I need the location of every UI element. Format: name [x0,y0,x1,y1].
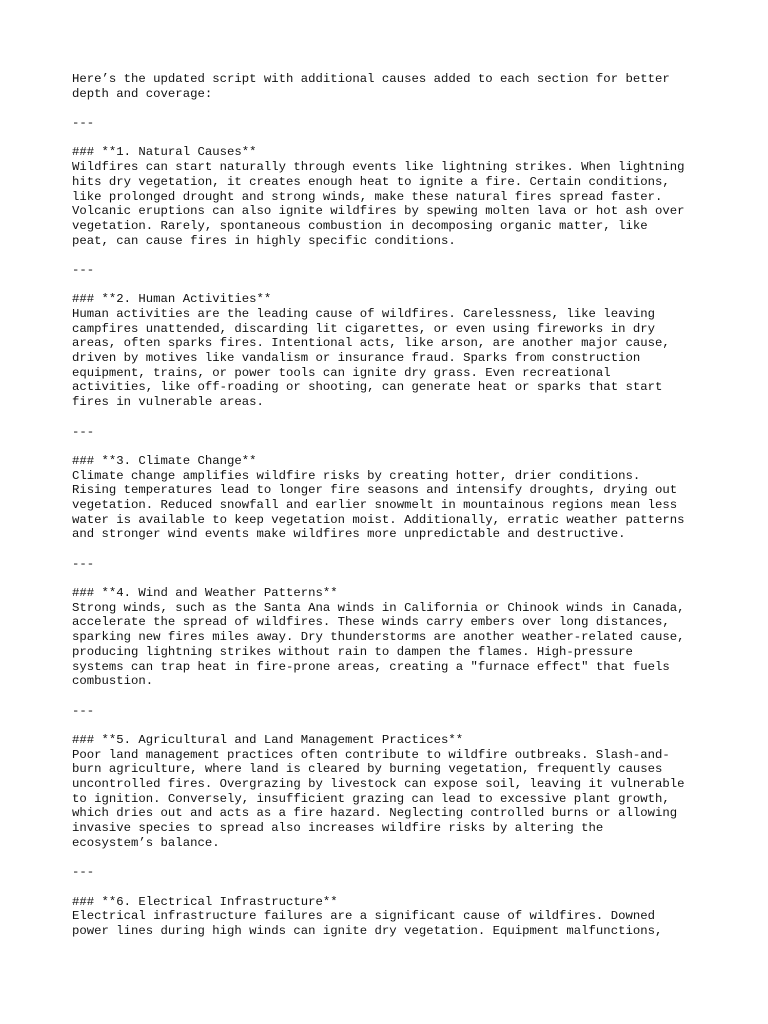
blank-line [72,571,712,586]
section-divider: --- [72,703,95,718]
body-text-line: areas, often sparks fires. Intentional acts, like arson, are another major cause, [72,336,670,351]
body-text-line: producing lightning strikes without rain to dampen the flames. High-pressure [72,644,633,659]
body-text-line: systems can trap heat in fire-prone areas, creating a "furnace effect" that fuels [72,659,670,674]
body-text-line: ecosystem’s balance. [72,835,220,850]
body-text-line: Rising temperatures lead to longer fire seasons and intensify droughts, drying out [72,483,678,498]
body-text-line: campfires unattended, discarding lit cigarettes, or even using fireworks in dry [72,321,655,336]
body-text-line: and stronger wind events make wildfires more unpredictable and destructive. [72,527,626,542]
blank-line [72,278,712,293]
section-divider: --- [72,556,95,571]
body-text-line: water is available to keep vegetation moist. Additionally, erratic weather patterns [72,512,685,527]
blank-line [72,101,712,116]
body-text-line: Volcanic eruptions can also ignite wildfires by spewing molten lava or hot ash over [72,204,685,219]
body-text-line: hits dry vegetation, it creates enough heat to ignite a fire. Certain conditions, [72,174,670,189]
blank-line [72,718,712,733]
blank-line [72,410,712,425]
body-text-line: vegetation. Reduced snowfall and earlier snowmelt in mountainous regions mean less [72,497,678,512]
body-text-line: uncontrolled fires. Overgrazing by livestock can expose soil, leaving it vulnerable [72,777,685,791]
blank-line [72,689,712,704]
body-text-line: power lines during high winds can ignite dry vegetation. Equipment malfunctions, [72,923,663,938]
section-heading: ### **4. Wind and Weather Patterns** [72,586,338,601]
body-text-line: like prolonged drought and strong winds, make these natural fires spread faster. [72,189,663,204]
body-text-line: which dries out and acts as a fire hazard. Neglecting controlled burns or allowing [72,806,678,821]
body-text-line: equipment, trains, or power tools can ignite dry grass. Even recreational [72,365,611,380]
section-heading: ### **2. Human Activities** [72,292,272,307]
body-text-line: invasive species to spread also increases wildfire risks by altering the [72,821,604,836]
body-text-line: Human activities are the leading cause of wildfires. Carelessness, like leaving [72,307,655,321]
body-text-line: peat, can cause fires in highly specific conditions. [72,233,456,248]
section-heading: ### **1. Natural Causes** [72,145,257,160]
body-text-line: vegetation. Rarely, spontaneous combustion in decomposing organic matter, like [72,218,648,233]
body-text-line: to ignition. Conversely, insufficient grazing can lead to excessive plant growth, [72,791,670,806]
section-divider: --- [72,262,95,277]
section-divider: --- [72,424,95,439]
blank-line [72,248,712,263]
blank-line [72,880,712,895]
section-divider: --- [72,116,95,131]
blank-line [72,131,712,146]
body-text-line: accelerate the spread of wildfires. These winds carry embers over long distances, [72,615,670,630]
body-text-line: Strong winds, such as the Santa Ana winds in California or Chinook winds in Canada, [72,600,685,615]
body-text-line: fires in vulnerable areas. [72,395,264,410]
section-divider: --- [72,865,95,880]
blank-line [72,542,712,557]
body-text-line: Wildfires can start naturally through events like lightning strikes. When lightning [72,160,685,175]
body-text-line: depth and coverage: [72,86,213,101]
body-text-line: activities, like off-roading or shooting, can generate heat or sparks that start [72,380,663,395]
body-text-line: Here’s the updated script with additional causes added to each section for better [72,72,670,86]
body-text-line: Electrical infrastructure failures are a significant cause of wildfires. Downed [72,909,655,924]
body-text-line: burn agriculture, where land is cleared by burning vegetation, frequently causes [72,762,663,777]
blank-line [72,439,712,454]
document-text [72,72,712,939]
blank-line [72,850,712,865]
body-text-line: driven by motives like vandalism or insurance fraud. Sparks from construction [72,351,641,366]
body-text-line: Poor land management practices often contribute to wildfire outbreaks. Slash-and- [72,747,670,762]
section-heading: ### **6. Electrical Infrastructure** [72,894,338,909]
section-heading: ### **5. Agricultural and Land Management Practices** [72,732,464,747]
section-heading: ### **3. Climate Change** [72,453,257,468]
body-text-line: Climate change amplifies wildfire risks by creating hotter, drier conditions. [72,468,641,483]
body-text-line: sparking new fires miles away. Dry thunderstorms are another weather-related cause, [72,630,685,645]
body-text-line: combustion. [72,674,154,689]
